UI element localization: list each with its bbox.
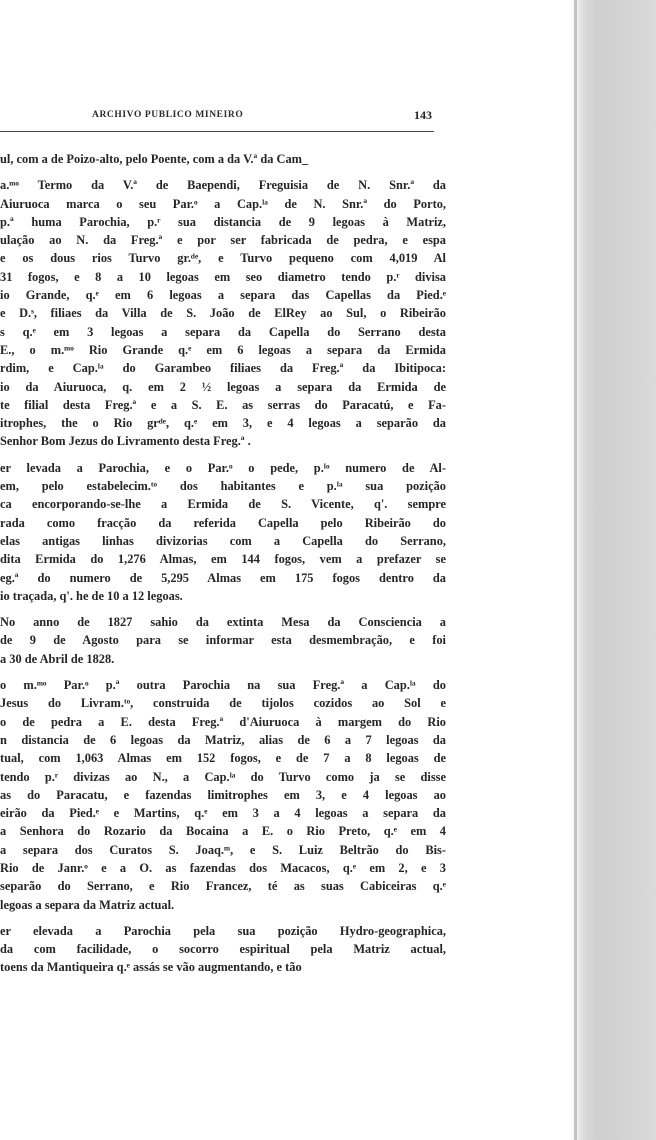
text-line: ulação ao N. da Freg.ª e por ser fabricada de pedra, e espa	[0, 233, 446, 248]
paragraph-gap	[0, 668, 446, 676]
text-line: rdim, e Cap.ˡᵃ do Garambeo filiaes da Freg.ª da Ibitipoca:	[0, 361, 446, 376]
text-line: separão do Serrano, e Rio Francez, té as suas Cabiceiras q.ᵉ	[0, 879, 446, 894]
text-line: tendo p.ʳ divizas ao N., a Cap.ˡᵃ do Turvo como ja se disse	[0, 769, 446, 784]
running-title: ARCHIVO PUBLICO MINEIRO	[92, 110, 244, 120]
paragraph-gap	[0, 451, 446, 459]
page-number: 143	[414, 108, 432, 122]
text-line: te filial desta Freg.ª e a S. E. as serras do Paracatú, e Fa-	[0, 397, 446, 412]
text-line: toens da Mantiqueira q.ᵉ assás se vão augmentando, e tão	[0, 960, 302, 975]
paragraph	[0, 676, 446, 914]
text-line: ca encorporando-se-lhe a Ermida de S. Vicente, q'. sempre	[0, 497, 446, 512]
book-binding-gutter	[570, 0, 656, 1140]
text-line: io Grande, q.ᵉ em 6 legoas a separa das Capellas da Pied.ᵉ	[0, 288, 446, 303]
text-line: Aiuruoca marca o seu Par.ᵒ a Cap.ˡᵃ de N. Snr.ª do Porto,	[0, 196, 446, 211]
text-line: o m.ᵐᵒ Par.ᵒ p.ª outra Parochia na sua Freg.ª a Cap.ˡᵃ do	[0, 678, 446, 693]
text-line: em, pelo estabelecim.ᵗᵒ dos habitantes e p.ˡᵃ sua pozição	[0, 479, 446, 494]
text-line: er levada a Parochia, e o Par.ᵒ o pede, p.ˡᵒ numero de Al-	[0, 460, 446, 475]
text-line: p.ª huma Parochia, p.ʳ sua distancia de 9 legoas à Matriz,	[0, 214, 446, 229]
text-line: da com facilidade, o socorro espiritual pela Matriz actual,	[0, 942, 446, 957]
text-line: a separa dos Curatos S. Joaq.ᵐ, e S. Luiz Beltrão do Bis-	[0, 842, 446, 857]
text-line: eirão da Pied.ᵉ e Martins, q.ᵉ em 3 a 4 legoas a separa da	[0, 806, 446, 821]
text-line: Senhor Bom Jezus do Livramento desta Freg.ª .	[0, 434, 251, 449]
text-line: de 9 de Agosto para se informar esta desmembração, e foi	[0, 633, 446, 648]
text-line: elas antigas linhas divizorias com a Capella do Serrano,	[0, 533, 446, 548]
text-line: itrophes, the o Rio grᵈᵉ, q.ᵉ em 3, e 4 legoas a separão da	[0, 416, 446, 431]
text-line: a 30 de Abril de 1828.	[0, 651, 115, 666]
text-line: as do Paracatu, e fazendas limitrophes em 3, e 4 legoas ao	[0, 787, 446, 802]
paragraph	[0, 459, 446, 605]
paragraph	[0, 922, 446, 977]
text-line: er elevada a Parochia pela sua pozição Hydro-geographica,	[0, 923, 446, 938]
paragraph-gap	[0, 605, 446, 613]
paragraph	[0, 613, 446, 668]
text-line: tual, com 1,063 Almas em 152 fogos, e de 7 a 8 legoas de	[0, 751, 446, 766]
text-line: n distancia de 6 legoas da Matriz, alias de 6 a 7 legoas da	[0, 732, 446, 747]
paragraph-gap	[0, 168, 446, 176]
text-line: dita Ermida do 1,276 Almas, em 144 fogos, vem a prefazer se	[0, 552, 446, 567]
text-line: rada como fracção da referida Capella pelo Ribeirão do	[0, 515, 446, 530]
text-line: eg.ª do numero de 5,295 Almas em 175 fogos dentro da	[0, 570, 446, 585]
text-line: ul, com a de Poizo-alto, pelo Poente, com a da V.ª da Cam_	[0, 152, 309, 166]
body-text	[0, 150, 446, 977]
page-edge-shadow	[574, 0, 577, 1140]
text-line: s q.ᵉ em 3 legoas a separa da Capella do Serrano desta	[0, 324, 446, 339]
text-line: Rio de Janr.ᵒ e a O. as fazendas dos Macacos, q.ᵉ em 2, e 3	[0, 860, 446, 875]
text-line: E., o m.ᵐᵒ Rio Grande q.ᵉ em 6 legoas a separa da Ermida	[0, 342, 446, 357]
header-rule	[0, 131, 434, 132]
paragraph	[0, 176, 446, 450]
text-line: io da Aiuruoca, q. em 2 ½ legoas a separa da Ermida de	[0, 379, 446, 394]
paragraph	[0, 150, 446, 168]
text-line: o de pedra a E. desta Freg.ª d'Aiuruoca à margem do Rio	[0, 714, 446, 729]
text-line: No anno de 1827 sahio da extinta Mesa da Consciencia a	[0, 615, 446, 630]
paragraph-gap	[0, 914, 446, 922]
text-line: 31 fogos, e 8 a 10 legoas em seo diametro tendo p.ʳ divisa	[0, 269, 446, 284]
text-line: a.ᵐᵒ Termo da V.ª de Baependi, Freguisia de N. Snr.ª da	[0, 178, 446, 193]
text-line: e os dous rios Turvo gr.ᵈᵉ, e Turvo pequeno com 4,019 Al	[0, 251, 446, 266]
running-head	[0, 108, 470, 128]
text-line: a Senhora do Rozario da Bocaina a E. o Rio Preto, q.ᵉ em 4	[0, 824, 446, 839]
text-line: Jesus do Livram.ᵗᵒ, construida de tijolos cozidos ao Sol e	[0, 696, 446, 711]
text-line: legoas a separa da Matriz actual.	[0, 897, 175, 912]
text-line: e D.ˢ, filiaes da Villa de S. João de ElRey ao Sul, o Ribeirão	[0, 306, 446, 321]
text-line: io traçada, q'. he de 10 a 12 legoas.	[0, 588, 183, 603]
